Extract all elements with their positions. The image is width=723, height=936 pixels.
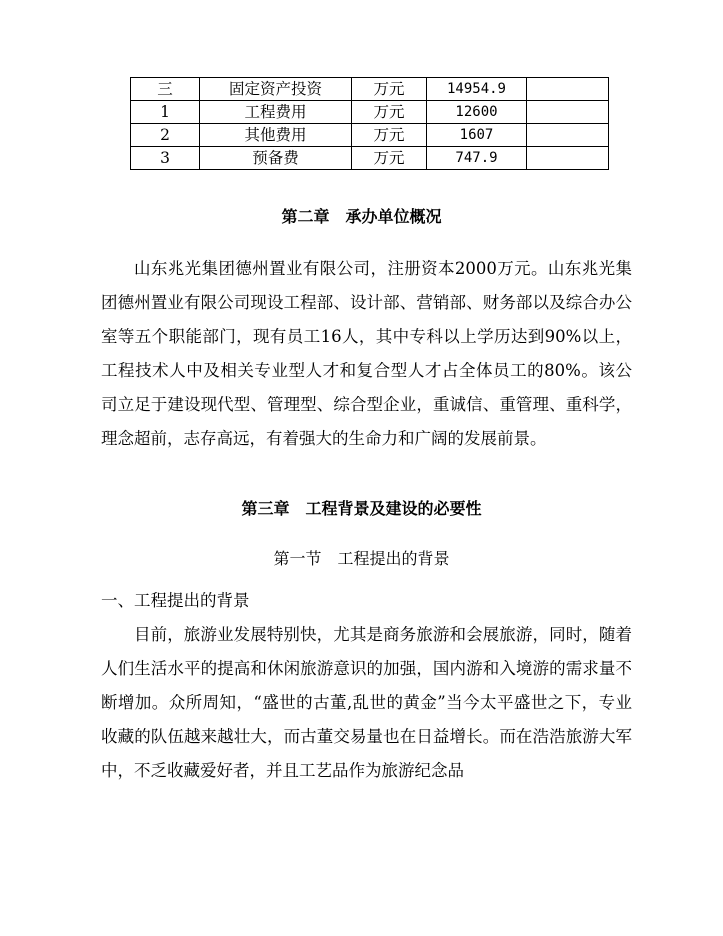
row-name: 其他费用 bbox=[200, 124, 352, 147]
row-note bbox=[527, 101, 609, 124]
row-unit: 万元 bbox=[352, 101, 427, 124]
row-value: 14954.9 bbox=[427, 78, 527, 101]
row-note bbox=[527, 147, 609, 170]
row-name: 预备费 bbox=[200, 147, 352, 170]
chapter-2-body: 山东兆光集团德州置业有限公司，注册资本2000万元。山东兆光集团德州置业有限公司现设工程部、设计部、营销部、财务部以及综合办公室等五个职能部门，现有员工16人，其中专科以上学历达到90%以上，工程技术人中及相关专业型人才和复合型人才占全体员工的80%。该公司立足于建设现代型、管理型、综合型企业，重诚信、重管理、重科学，理念超前，志存高远，有着强大的生命力和广阔的发展前景。 bbox=[101, 259, 632, 448]
subheading-1: 一、工程提出的背景 bbox=[101, 591, 250, 610]
row-note bbox=[527, 124, 609, 147]
row-index: 2 bbox=[131, 124, 200, 147]
row-name: 固定资产投资 bbox=[200, 78, 352, 101]
chapter-2-title: 第二章 承办单位概况 bbox=[281, 207, 442, 226]
row-unit: 万元 bbox=[352, 124, 427, 147]
table-row bbox=[131, 101, 609, 124]
row-index: 1 bbox=[131, 101, 200, 124]
row-value: 747.9 bbox=[427, 147, 527, 170]
row-value: 12600 bbox=[427, 101, 527, 124]
chapter-3-body: 目前，旅游业发展特别快，尤其是商务旅游和会展旅游，同时，随着人们生活水平的提高和休闲旅游意识的加强，国内游和入境游的需求量不断增加。众所周知，“盛世的古董,乱世的黄金”当今太平盛世之下，专业收藏的队伍越来越壮大，而古董交易量也在日益增长。而在浩浩旅游大军中，不乏收藏爱好者，并且工艺品作为旅游纪念品 bbox=[101, 625, 632, 780]
row-index: 3 bbox=[131, 147, 200, 170]
table-row bbox=[131, 78, 609, 101]
row-value: 1607 bbox=[427, 124, 527, 147]
chapter-3-title: 第三章 工程背景及建设的必要性 bbox=[241, 499, 482, 518]
table-row bbox=[131, 147, 609, 170]
row-note bbox=[527, 78, 609, 101]
row-unit: 万元 bbox=[352, 147, 427, 170]
row-unit: 万元 bbox=[352, 78, 427, 101]
row-name: 工程费用 bbox=[200, 101, 352, 124]
row-index: 三 bbox=[131, 78, 200, 101]
table-row bbox=[131, 124, 609, 147]
section-1-title: 第一节 工程提出的背景 bbox=[273, 549, 450, 568]
investment-table bbox=[130, 77, 609, 170]
